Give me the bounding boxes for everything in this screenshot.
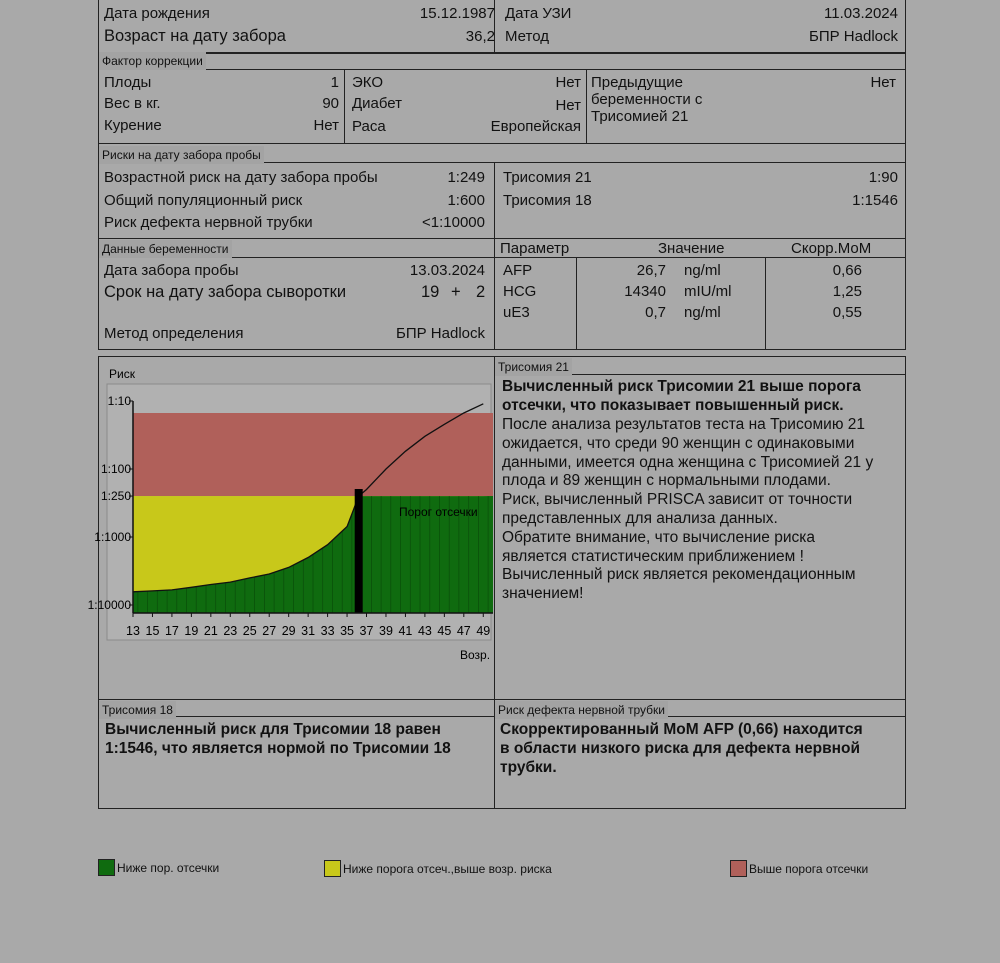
marker-unit: ng/ml [684,304,721,321]
x-tick-label: 19 [184,624,199,638]
x-tick-label: 35 [340,624,355,638]
ivf-value: Нет [555,74,581,91]
y-tick-label: 1:250 [100,489,131,504]
x-tick-label: 13 [126,624,140,638]
t21-header: Трисомия 21 [495,358,572,376]
marker-value: 0,7 [645,304,666,321]
marker-mom: 0,55 [832,304,862,321]
t21-risk-value: 1:90 [868,169,898,186]
x-tick-label: 45 [437,624,452,638]
x-tick-label: 49 [476,624,491,638]
risks-header: Риски на дату забора пробы [99,146,264,164]
t21-body-text: После анализа результатов теста на Трисомию 21 ожидается, что среди 90 женщин с одинаковыми данными, имеется одна женщина с Трисомией 21 у плода и 89 женщин с нормальными плодами. Риск, вычисленный PRISCA зависит от точности представленных для анализа данных. Обратите внимание, что вычисление риска является статистическим приближением ! Вычисленный риск является рекомендационным значением! [502,416,874,603]
ivf-label: ЭКО [352,74,384,91]
y-tick-label: 1:100 [100,462,131,476]
term-label: Срок на дату забора сыворотки [104,283,347,301]
ntd-header: Риск дефекта нервной трубки [495,701,668,719]
pregnancy-method-value: БПР Hadlock [396,325,485,342]
ntd-text: Скорректированный МоМ AFP (0,66) находится в области низкого риска для дефекта нервной трубки. [500,721,863,776]
threshold-label: Порог отсечки [399,505,478,519]
smoking-label: Курение [104,117,162,134]
term-weeks: 19 [421,283,440,301]
term-days: 2 [476,283,486,301]
col-value-header: Значение [658,240,725,257]
legend-label-below: Ниже пор. отсечки [117,861,220,875]
term-plus: + [451,283,461,301]
x-tick-label: 29 [281,624,296,638]
dob-label: Дата рождения [104,5,210,22]
age-risk-label: Возрастной риск на дату забора пробы [104,169,378,186]
t21-risk-label: Трисомия 21 [503,169,592,186]
pregnancy-header: Данные беременности [99,240,232,258]
legend-swatch-between [324,860,341,877]
fetuses-value: 1 [330,74,339,91]
fetuses-label: Плоды [104,74,152,91]
race-label: Раса [352,118,386,135]
prev-pregnancies-label: Предыдущие беременности с Трисомией 21 [591,74,703,125]
diabetes-value: Нет [555,97,581,114]
x-tick-label: 27 [262,624,277,638]
marker-unit: mIU/ml [684,283,732,300]
t18-risk-value: 1:1546 [852,192,898,209]
age-label: Возраст на дату забора [104,27,286,45]
x-tick-label: 47 [456,624,471,638]
correction-header: Фактор коррекции [99,52,206,70]
smoking-value: Нет [313,117,339,134]
pop-risk-value: 1:600 [447,192,485,209]
x-tick-label: 41 [398,624,413,638]
us-date-label: Дата УЗИ [505,5,572,22]
method-label: Метод [505,28,549,45]
legend-label-above: Выше порога отсечки [749,862,869,876]
t21-bold-text: Вычисленный риск Трисомии 21 выше порога отсечки, что показывает повышенный риск. [502,378,861,414]
t18-text: Вычисленный риск для Трисомии 18 равен 1:1546, что является нормой по Трисомии 18 [105,721,451,757]
marker-mom: 0,66 [832,262,862,279]
marker-value: 26,7 [636,262,666,279]
y-tick-label: 1:1000 [94,530,131,544]
ntd-risk-label: Риск дефекта нервной трубки [104,214,313,231]
sample-date-value: 13.03.2024 [409,262,485,279]
race-value: Европейская [490,118,581,135]
marker-mom: 1,25 [832,283,862,300]
x-axis-label: Возр. [460,648,491,662]
weight-value: 90 [322,95,339,112]
patient-age-marker [355,489,363,613]
x-tick-label: 25 [242,624,257,638]
pregnancy-method-label: Метод определения [104,325,244,342]
marker-unit: ng/ml [684,262,721,279]
legend-swatch-above [730,860,747,877]
dob-value: 15.12.1987 [419,5,495,22]
diabetes-label: Диабет [352,95,403,112]
zone-above-cutoff [133,413,493,496]
x-tick-label: 33 [320,624,335,638]
x-tick-label: 37 [359,624,374,638]
sample-date-label: Дата забора пробы [104,262,239,279]
x-tick-label: 15 [145,624,160,638]
t18-header: Трисомия 18 [99,701,176,719]
y-tick-label: 1:10000 [87,598,131,612]
x-tick-label: 17 [164,624,179,638]
col-mom-header: Скорр.МоМ [791,240,872,257]
marker-value: 14340 [624,283,666,300]
legend-swatch-below [98,859,115,876]
prev-pregnancies-value: Нет [870,74,896,91]
x-tick-label: 43 [417,624,432,638]
method-value: БПР Hadlock [809,28,898,45]
x-tick-label: 23 [223,624,238,638]
marker-param: uE3 [503,304,530,321]
weight-label: Вес в кг. [104,95,161,112]
y-axis-label: Риск [109,367,135,381]
age-value: 36,2 [465,28,495,45]
marker-param: AFP [503,262,533,279]
t18-risk-label: Трисомия 18 [503,192,592,209]
col-param-header: Параметр [500,240,570,257]
risk-chart [87,357,495,677]
age-risk-value: 1:249 [447,169,485,186]
us-date-value: 11.03.2024 [824,5,898,22]
pop-risk-label: Общий популяционный риск [104,192,303,209]
ntd-risk-value: <1:10000 [422,214,485,231]
x-tick-label: 21 [203,624,218,638]
marker-param: HCG [503,283,537,300]
x-tick-label: 31 [301,624,316,638]
y-tick-label: 1:10 [107,394,131,408]
legend-label-between: Ниже порога отсеч.,выше возр. риска [343,862,552,876]
x-tick-label: 39 [379,624,393,638]
